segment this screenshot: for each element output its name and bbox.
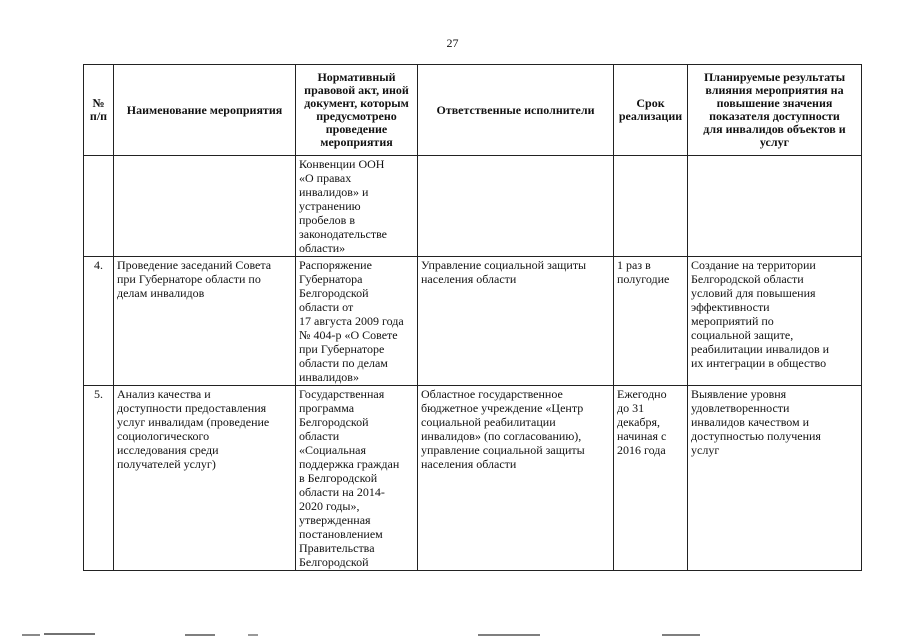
header-planned-results: Планируемые результаты влияния мероприятия на повышение значения показателя доступности для инвалидов объектов и услуг	[688, 65, 862, 156]
cell-legal-act: Распоряжение Губернатора Белгородской области от 17 августа 2009 года № 404-р «О Совете при Губернаторе области по делам инвалидов»	[296, 257, 418, 386]
cell-measure-name: Проведение заседаний Совета при Губернаторе области по делам инвалидов	[114, 257, 296, 386]
scan-edge-marks	[0, 628, 905, 640]
cell-executors: Управление социальной защиты населения области	[418, 257, 614, 386]
cell-executors	[418, 156, 614, 257]
header-measure-name: Наименование мероприятия	[114, 65, 296, 156]
cell-measure-name	[114, 156, 296, 257]
page-number: 27	[446, 36, 459, 50]
cell-executors: Областное государственное бюджетное учреждение «Центр социальной реабилитации инвалидов» (по согласованию), управление социальной защиты населения области	[418, 386, 614, 571]
cell-number: 4.	[84, 257, 114, 386]
cell-planned-results	[688, 156, 862, 257]
cell-legal-act: Государственная программа Белгородской области «Социальная поддержка граждан в Белгородской области на 2014- 2020 годы», утвержденная постановлением Правительства Белгородской	[296, 386, 418, 571]
cell-term: 1 раз в полугодие	[614, 257, 688, 386]
cell-number: 5.	[84, 386, 114, 571]
header-number: № п/п	[84, 65, 114, 156]
table-row	[84, 156, 862, 257]
table-row	[84, 386, 862, 571]
cell-number	[84, 156, 114, 257]
table-header-row	[84, 65, 862, 156]
cell-planned-results: Выявление уровня удовлетворенности инвалидов качеством и доступностью получения услуг	[688, 386, 862, 571]
measures-table	[83, 64, 862, 571]
cell-planned-results: Создание на территории Белгородской области условий для повышения эффективности мероприятий по социальной защите, реабилитации инвалидов и их интеграции в общество	[688, 257, 862, 386]
cell-term: Ежегодно до 31 декабря, начиная с 2016 года	[614, 386, 688, 571]
header-term: Срок реализации	[614, 65, 688, 156]
cell-measure-name: Анализ качества и доступности предоставления услуг инвалидам (проведение социологического исследования среди получателей услуг)	[114, 386, 296, 571]
cell-term	[614, 156, 688, 257]
header-executors: Ответственные исполнители	[418, 65, 614, 156]
table-row	[84, 257, 862, 386]
header-legal-act: Нормативный правовой акт, иной документ, которым предусмотрено проведение мероприятия	[296, 65, 418, 156]
cell-legal-act: Конвенции ООН «О правах инвалидов» и устранению пробелов в законодательстве области»	[296, 156, 418, 257]
